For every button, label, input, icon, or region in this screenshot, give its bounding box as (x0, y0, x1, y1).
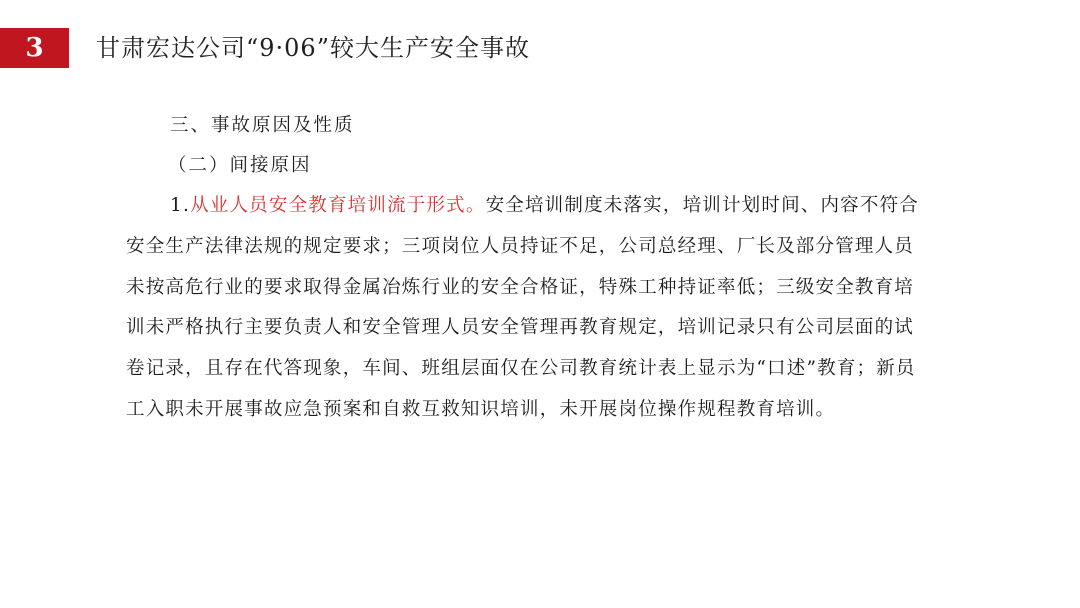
section-heading: 三、事故原因及性质 (170, 115, 355, 136)
cause-paragraph (126, 186, 926, 431)
item-body: 安全培训制度未落实，培训计划时间、内容不符合安全生产法律法规的规定要求；三项岗位人员持证不足，公司总经理、厂长及部分管理人员未按高危行业的要求取得金属冶炼行业的安全合格证，特殊工种持证率低；三级安全教育培训未严格执行主要负责人和安全管理人员安全管理再教育规定，培训记录只有公司层面的试卷记录，且存在代答现象，车间、班组层面仅在公司教育统计表上显示为“口述”教育；新员工入职未开展事故应急预案和自救互救知识培训，未开展岗位操作规程教育培训。 (126, 195, 919, 420)
item-number: 1. (170, 195, 191, 216)
item-highlight: 从业人员安全教育培训流于形式。 (190, 195, 486, 216)
subsection-heading: （二）间接原因 (168, 155, 312, 176)
slide-content (126, 106, 926, 431)
slide-title: 甘肃宏达公司“9·06”较大生产安全事故 (96, 34, 530, 62)
slide-number-badge: 3 (0, 28, 69, 68)
